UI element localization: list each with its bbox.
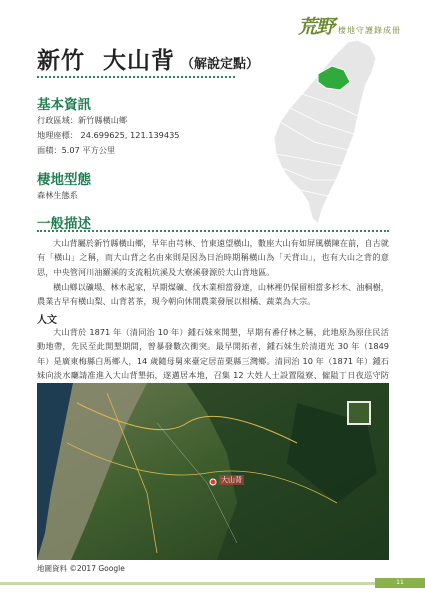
taiwan-outline-shape xyxy=(274,40,376,224)
map-zoom-controls xyxy=(347,401,371,425)
page-number: 11 xyxy=(375,578,425,588)
coordinates-line: 地理座標： 24.699625, 121.139435 xyxy=(37,130,180,140)
location-pin-icon xyxy=(210,479,216,485)
humanities-heading: 人文 xyxy=(37,315,57,326)
description-paragraph-2: 橫山鄉以礦場、林木起家，早期煤礦、伐木業相當發達，山林裡仍保留相當多杉木、油桐樹，農業古早有橫山梨、山背茗茶，現今朝向休閒農業發展以柑橘、蔬菜為大宗。 xyxy=(37,282,389,307)
satellite-map xyxy=(37,383,389,560)
page-title: 新竹 大山背 xyxy=(37,48,176,74)
description-paragraph-1: 大山背屬於新竹縣橫山鄉，早年由芎林、竹東遠望橫山，數座大山有如屏風橫陳在前，自古就有「橫山」之稱，而大山背之名由來則是因為日治時期稱橫山為「天背山」，也有大山之背的意思，中央管河川油羅溪的支流粗坑溪及大寮溪發源於大山背地區。 xyxy=(37,238,389,277)
habitat-heading: 棲地型態 xyxy=(37,172,91,188)
basic-info-heading: 基本資訊 xyxy=(37,97,91,113)
page-title-row xyxy=(37,42,259,75)
area-line: 面積：5.07 平方公里 xyxy=(37,145,116,155)
map-credit: 地圖資料 ©2017 Google xyxy=(37,564,125,573)
description-heading: 一般描述 xyxy=(37,216,91,232)
satellite-map-image xyxy=(37,383,389,560)
page-subtitle: （解說定點） xyxy=(181,57,260,72)
brand-logo xyxy=(298,12,401,39)
brand-subtitle: 棲地守護錄成冊 xyxy=(338,26,401,35)
title-divider xyxy=(37,76,235,78)
humanities-paragraph: 大山背於 1871 年（清同治 10 年）鍾石妹來開墾，早期有番仔林之稱，此地原為原住民活動地帶，先民至此開墾期間，曾暴發數次衝突。最早開拓者，鍾石妹生於清道光 30 年（1849 年）是廣東梅縣白馬鄉人，14 歲隨母舅來臺定居苗栗縣三灣鄉。清同治 10 年（1871 年）鍾石妹向淡水廳請准進入大山背墾拓，遂邁居本地，召集 12 大姓人士設置隘寮、僱隘丁日夜巡守防 xyxy=(37,327,389,380)
map-pin-label: 大山背 xyxy=(221,476,242,484)
description-divider xyxy=(37,230,389,232)
taiwan-locator-map xyxy=(262,38,392,228)
admin-area-line: 行政區域：新竹縣橫山鄉 xyxy=(37,115,128,125)
footer-bar xyxy=(0,582,375,585)
habitat-value: 森林生態系 xyxy=(37,190,78,200)
brand-logo-text: 荒野 xyxy=(297,16,334,38)
